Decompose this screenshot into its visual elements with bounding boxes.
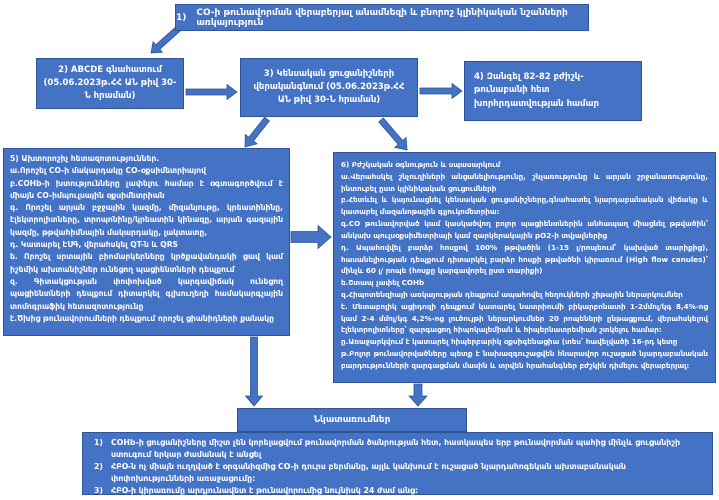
note-item	[94, 461, 702, 485]
note-text: ՀԲՕ-ի կիրառումը արդյունավետ է թունավորումից նույնիսկ 24 ժամ անց:	[111, 486, 419, 496]
step6-item: թ.Բոլոր թունավորվածները պետք է նախազգուշացվեն հնարավոր ուշացած նյարդաբանական բարդությունների զարգացման մասին և տրվեն հրահանգներ բժշկին դիմելու վերաբերյալ:	[341, 349, 708, 370]
flow-step4-label: 4) Զանգել 82-82 բժիշկ-թունաբանի հետ խորհրդատվության համար	[474, 71, 599, 109]
step6-item: գ.CO թունավորված կամ կասկածվող բոլոր պացիենտներին անհապաղ միացնել թթվածին՝ անկախ պուլսօքսիմետրիայի կամ զարկերակային pO2-ի տվյալներից	[341, 219, 708, 240]
flow-step3-label: 3) Կենսական ցուցանիշների վերականգնում (05.06.2023թ.ՀՀ ԱՆ թիվ 30-Ն հրաման)	[253, 69, 405, 105]
step5-item: բ.COHb-ի խտությունները չափելու համար է օգտագործվում է միայն CO-իմպուլսային օքսիմետրիան	[10, 178, 283, 200]
step5-item: դ. Կատարել ԷՍԳ, վերահսկել QT-ն և QRS	[10, 240, 179, 250]
step5-item: է.Ծխից թունավորումների դեպքում որոշել ցիանիդների քանակը	[10, 313, 275, 323]
step6-item: ը.Առաջարկվում է կատարել հիպերբարիկ օքսիգենացիա (տես՝ հավելվածի 16-րդ կետը	[341, 337, 678, 347]
flow-step4-box	[464, 61, 642, 121]
arrow-step3-to-step4	[420, 84, 462, 99]
flow-step6-box-treatment	[333, 152, 716, 383]
flow-step2-box	[36, 58, 184, 109]
flow-step1-number: 1)	[176, 12, 187, 23]
step6-item: ա.Վերահսկել շնչուղիների անցանելիությունը, շնչառությունը և արյան շրջանառությունը, ինտուբել ըստ կլինիկական ցուցումների	[341, 171, 708, 193]
note-number: 1)	[94, 438, 103, 447]
step6-item: դ. Ապահովվել բարձր հոսքով 100% թթվածին (1-15 լ/րոպեում՝ կախված տարիքից), հասանելիության դեպքում դիտարկել բարձր հոսքի թթվածնի կիրառում (High flow canules)՝ մինչև 60 լ/ րոպե (հոսքը կարգավորել ըստ տարիքի)	[341, 242, 708, 276]
note-text: ՀԲՕ-ն ոչ միայն ուղղված է օրգանիզմից CO-ի դուրս բերմանը, այլև կանխում է ուշացած նյարդահոգեկան ախտաբանական փոփոխությունների առաջացումը:	[111, 462, 626, 484]
step5-item: ե. Որոշել սրտային բիոմարկերները կրծքավանդակի ցավ կամ իշեմիկ ախտանիշներ ունեցող պացիենտների դեպքում	[10, 252, 283, 274]
flow-step1-box	[175, 4, 589, 31]
notes-header-label: Նկատառումներ	[313, 415, 391, 425]
flow-step5-box-diagnostics	[3, 148, 290, 336]
step6-item: բ.Հետևել և կայունացնել կենսական ցուցանիշները,գնահատել նյարդաբանական վիճակը և կատարել մազանոթային գլյուկոմետրիա:	[341, 195, 708, 217]
step6-item: ե.Շտապ չափել COHb	[341, 278, 425, 288]
step6-item: է. Մետաբոլիկ ացիդոզի դեպքում կատարել նատրիումի բիկարբոնատի 1-2մմոլ/կգ 8,4%-ոց կամ 2-4 մմոլ/կգ 4,2%-ոց լուծույթի ներարկումներ 20 րոպեների ընթացքում, վերահսկելով էլեկտրոլիտները՝ զարգացող հիպոկալեմիան և հիպերնատրեմիան շտկելու համար:	[341, 301, 708, 335]
step6-title: 6) Բժշկական օգնություն և սպասարկում	[341, 160, 501, 169]
note-item	[94, 485, 702, 497]
step6-item: զ.Հիպոտենզիայի առկայության դեպքում ապահովել հեղուկների շիթային ներարկումներ	[341, 289, 683, 299]
note-text: COHb-ի ցուցանիշները միշտ չեն կորելացվում թունավորման ծանրության հետ, հատկապես երբ թունավորման պահից մինչև ցուցանիշի ստուգում երկար ժամանակ է անցել	[111, 438, 681, 460]
notes-header-box	[237, 408, 467, 432]
arrow-step3-to-step6	[379, 118, 407, 150]
arrow-step3-to-step5	[245, 117, 269, 147]
arrow-step2-to-step3	[186, 85, 237, 100]
arrow-step5-to-notes	[246, 337, 263, 406]
flow-step2-label: 2) ABCDE գնահատում (05.06.2023թ.ՀՀ ԱՆ թիվ 30-Ն հրաման)	[43, 65, 177, 101]
note-item	[94, 437, 702, 461]
notes-box	[82, 432, 713, 495]
step5-item: գ. Որոշել արյան բջջային կազմը, միզանյութը, կրեատինինը, էլեկտրոլիտները, տրոպոնինը/կրեատին կինազը, արյան գազային կազմը, թթվահիմնային մակարդակը, լակտատը,	[10, 203, 283, 237]
step5-title: 5) Ախտորոշիչ հետազոտություններ.	[10, 154, 160, 163]
flow-step3-box	[240, 58, 418, 117]
note-number: 2)	[94, 462, 103, 472]
flow-step1-label: CO-ի թունավորման վերաբերյալ անամնեզի և բնորոշ կլինիկական նշանների առկայություն	[196, 7, 568, 28]
step5-item: զ. Գիտակցության փոփոխված կարգավիճակ ունեցող պացիենտների դեպքում դիտարկել գլխուղեղի համակարգչային տոմոգրաֆիկ հետազոտությունը	[10, 276, 283, 311]
arrow-step6-to-notes	[409, 384, 427, 406]
step5-item: ա.Որոշել CO-ի մակարդակը CO-օքսիմետրիայով	[10, 166, 207, 176]
note-number: 3)	[94, 486, 103, 496]
arrow-step5-to-step6	[291, 226, 331, 249]
